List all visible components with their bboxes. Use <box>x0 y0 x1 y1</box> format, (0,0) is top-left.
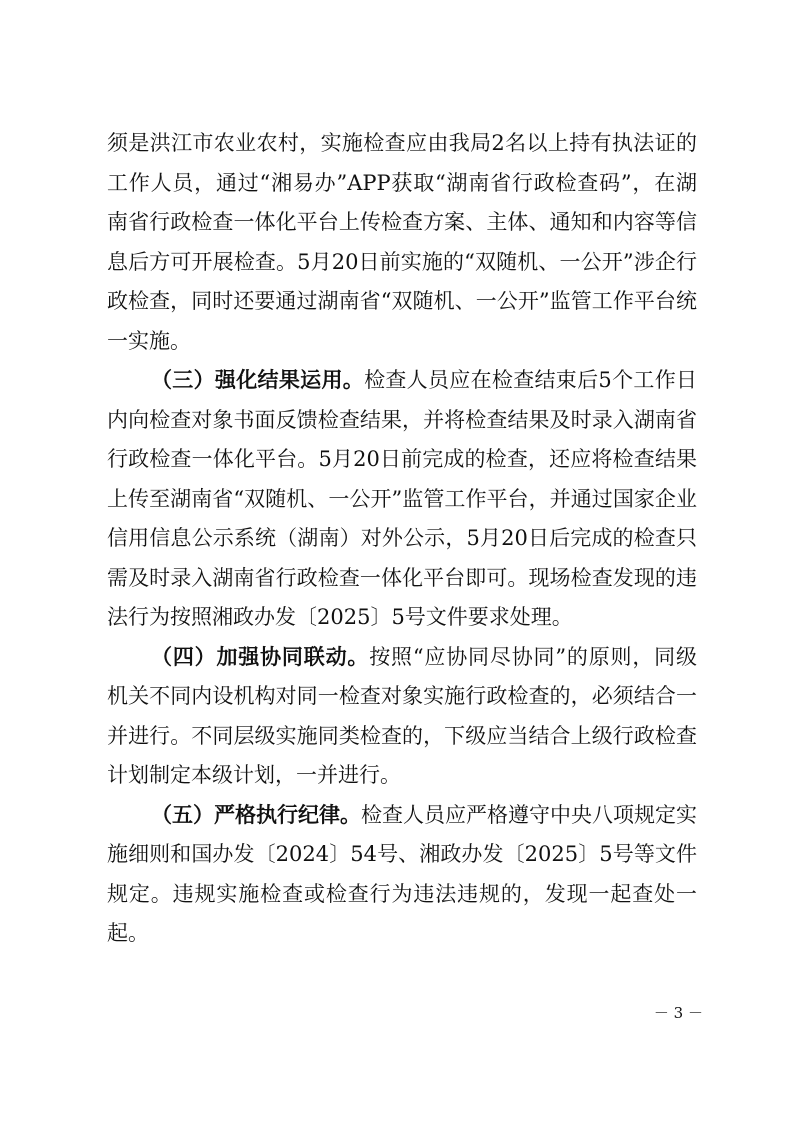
section-heading: （四）加强协同联动。 <box>151 644 370 669</box>
paragraph-text: 检查人员应在检查结束后5个工作日内向检查对象书面反馈检查结果，并将检查结果及时录入湖南省行政检查一体化平台。5月20日前完成的检查，还应将检查结果上传至湖南省“双随机、一公开”监管工作平台，并通过国家企业信用信息公示系统（湖南）对外公示，5月20日后完成的检查只需及时录入湖南省行政检查一体化平台即可。现场检查发现的违法行为按照湘政办发〔2025〕5号文件要求处理。 <box>107 368 697 629</box>
paragraph-section-5 <box>107 796 697 954</box>
paragraph-continuation <box>107 124 697 361</box>
paragraph-text: 须是洪江市农业农村，实施检查应由我局2名以上持有执法证的工作人员，通过“湘易办”APP获取“湖南省行政检查码”，在湖南省行政检查一体化平台上传检查方案、主体、通知和内容等信息后方可开展检查。5月20日前实施的“双随机、一公开”涉企行政检查，同时还要通过湖南省“双随机、一公开”监管工作平台统一实施。 <box>107 131 697 353</box>
page-number: － 3 － <box>653 1004 703 1022</box>
paragraph-section-4 <box>107 638 697 796</box>
document-body <box>107 124 697 954</box>
paragraph-text: 检查人员应严格遵守中央八项规定实施细则和国办发〔2024〕54号、湘政办发〔2025〕5号等文件规定。违规实施检查或检查行为违法违规的，发现一起查处一起。 <box>107 802 697 945</box>
section-heading: （三）强化结果运用。 <box>151 368 365 392</box>
section-heading: （五）严格执行纪律。 <box>151 802 361 827</box>
paragraph-text: 按照“应协同尽协同”的原则，同级机关不同内设机构对同一检查对象实施行政检查的，必须结合一并进行。不同层级实施同类检查的，下级应当结合上级行政检查计划制定本级计划，一并进行。 <box>107 644 697 787</box>
paragraph-section-3 <box>107 361 697 638</box>
